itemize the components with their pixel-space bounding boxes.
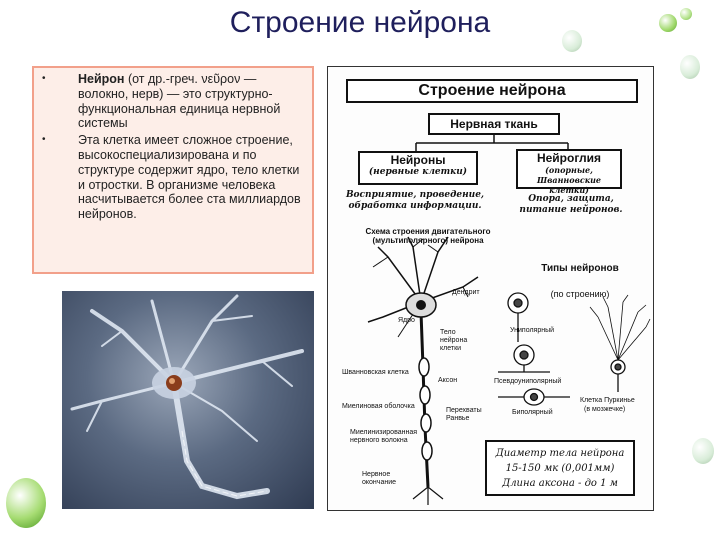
fact-line: Длина аксона - до 1 м: [502, 478, 618, 489]
neurons-box: [358, 151, 478, 185]
label-axon: Аксон: [438, 377, 458, 384]
bullet-item: [42, 133, 304, 222]
fact-line: 15-150 мк (0,001мм): [505, 463, 615, 474]
decorative-drop: [6, 478, 46, 528]
scheme-title: Схема строения двигательного (мультиполярного) нейрона: [365, 227, 491, 245]
label-pseudounipolar: Псевдоуниполярный: [494, 378, 562, 385]
neuron-illustration: [62, 291, 314, 509]
label-purkinje-sub: (в мозжечке): [584, 406, 626, 413]
neuron-photo: [62, 291, 314, 509]
label-bipolar: Биполярный: [512, 409, 553, 416]
facts-box: [485, 440, 635, 496]
label-ranvier: Перехваты Ранвье: [446, 407, 482, 422]
label-neurofibril: Миелинизированная нервного волокна: [350, 429, 418, 444]
glia-subtitle: (опорные, Шванновские клетки): [536, 165, 602, 195]
types-title: Типы нейронов: [541, 263, 619, 274]
glia-title: Нейроглия: [536, 151, 602, 165]
label-unipolar: Униполярный: [510, 327, 555, 334]
tissue-box: Нервная ткань: [428, 113, 560, 135]
text-box: [32, 66, 314, 274]
label-body: Тело нейрона клетки: [440, 329, 468, 352]
diagram-header: Строение нейрона: [346, 79, 638, 103]
glia-description: Опора, защита, питание нейронов.: [519, 194, 623, 215]
neurons-description: Восприятие, проведение, обработка информации.: [345, 190, 485, 211]
decorative-drop: [680, 55, 700, 79]
decorative-drop: [692, 438, 714, 464]
bullet-text: (от др.-греч. νεῦρον — волокно, нерв) — это структурно-функциональная единица нервной системы: [78, 72, 281, 131]
bullet-dot: •: [42, 134, 46, 146]
glia-box: [516, 149, 622, 195]
bullet-item: [42, 72, 304, 131]
label-dendrite: Дендрит: [452, 289, 480, 296]
neurons-title: Нейроны: [390, 153, 446, 167]
fact-line: Диаметр тела нейрона: [495, 448, 625, 459]
bullet-text: Эта клетка имеет сложное строение, высокоспециализирована и по структуре содержит ядро, тело клетки и отростки. В организме человека насчитывается более ста миллиардов нейронов.: [78, 133, 301, 222]
label-purkinje: Клетка Пуркинье: [580, 397, 635, 404]
types-subtitle: (по строению): [550, 289, 610, 299]
bullet-dot: •: [42, 73, 46, 84]
neuron-structure-diagram: [327, 66, 654, 511]
neurons-subtitle: (нервные клетки): [368, 167, 468, 177]
slide-title: Строение нейрона: [229, 6, 491, 39]
label-schwann: Шванновская клетка: [342, 369, 409, 376]
label-myelin: Миелиновая оболочка: [342, 403, 415, 410]
label-ending: Нервное окончание: [362, 471, 397, 486]
label-nucleus: Ядро: [398, 317, 415, 324]
bullet-bold: Нейрон: [78, 72, 125, 86]
